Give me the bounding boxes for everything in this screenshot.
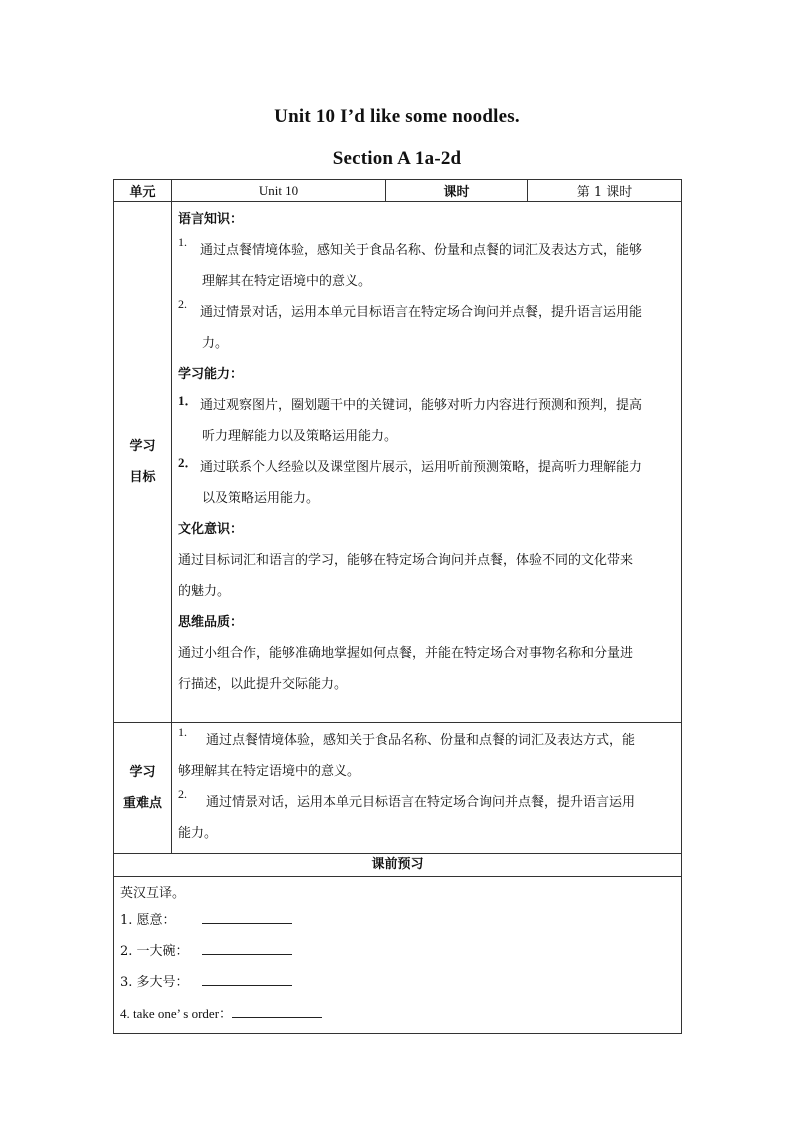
item-text-continued: 听力理解能力以及策略运用能力。 <box>202 429 398 444</box>
item-text-continued: 以及策略运用能力。 <box>202 491 320 506</box>
item-text-continued: 力。 <box>202 336 229 351</box>
item-text: 通过点餐情境体验，感知关于食品名称、份量和点餐的词汇及表达方式，能够 <box>200 243 643 258</box>
unit-label: 单元 <box>114 180 172 202</box>
key-points-label <box>114 723 172 854</box>
item-text-continued: 能力。 <box>178 826 218 841</box>
answer-blank[interactable] <box>202 971 292 986</box>
period-value: 第 1 课时 <box>528 180 682 202</box>
preview-heading-row <box>114 854 682 877</box>
preview-row <box>114 877 682 1034</box>
document-title: Unit 10 I’d like some noodles. <box>274 106 520 127</box>
key-points-content <box>172 723 682 854</box>
item-text: 通过观察图片，圈划题干中的关键词，能够对听力内容进行预测和预判，提高 <box>200 398 643 413</box>
item-number: 1． <box>178 393 198 408</box>
item-text: 通过情景对话，运用本单元目标语言在特定场合询问并点餐，提升语言运用能 <box>200 305 643 320</box>
header-row <box>114 180 682 202</box>
item-text: 通过联系个人经验以及课堂图片展示，运用听前预测策略，提高听力理解能力 <box>200 460 643 475</box>
preview-item <box>120 998 675 1029</box>
item-number: 2. <box>178 297 187 311</box>
objectives-label-line1: 学习 <box>129 439 156 454</box>
answer-blank[interactable] <box>232 1003 322 1018</box>
key-points-label-line1: 学习 <box>129 765 156 780</box>
cultural-awareness-text-continued: 的魅力。 <box>178 584 231 599</box>
preview-instruction: 英汉互译。 <box>120 886 186 901</box>
item-text: 通过情景对话，运用本单元目标语言在特定场合询问并点餐，提升语言运用 <box>206 795 636 810</box>
thinking-quality-heading: 思维品质： <box>178 615 244 630</box>
item-text-continued: 理解其在特定语境中的意义。 <box>202 274 372 289</box>
key-points-label-line2: 重难点 <box>122 796 162 811</box>
objectives-row <box>114 202 682 723</box>
cultural-awareness-text: 通过目标词汇和语言的学习，能够在特定场合询问并点餐，体验不同的文化带来 <box>178 553 634 568</box>
preview-prompt: 4. take one’ s order： <box>120 1006 233 1021</box>
preview-prompt: 3. 多大号： <box>120 975 189 990</box>
cultural-awareness-heading: 文化意识： <box>178 522 244 537</box>
learning-ability-heading: 学习能力： <box>178 367 244 382</box>
item-number: 1. <box>178 235 187 249</box>
unit-value: Unit 10 <box>172 180 386 202</box>
preview-heading: 课前预习 <box>114 854 682 877</box>
objectives-label-line2: 目标 <box>129 470 156 485</box>
lesson-plan-table <box>113 179 682 1034</box>
preview-content <box>114 877 682 1034</box>
item-number: 2. <box>178 787 187 801</box>
item-text: 通过点餐情境体验，感知关于食品名称、份量和点餐的词汇及表达方式，能 <box>206 733 636 748</box>
answer-blank[interactable] <box>202 909 292 924</box>
item-number: 2． <box>178 455 198 470</box>
language-knowledge-heading: 语言知识： <box>178 212 244 227</box>
preview-item <box>120 967 675 998</box>
preview-item <box>120 936 675 967</box>
answer-blank[interactable] <box>202 940 292 955</box>
preview-prompt: 2. 一大碗： <box>120 944 189 959</box>
list-item <box>178 297 675 328</box>
key-points-row <box>114 723 682 854</box>
thinking-quality-text: 通过小组合作，能够准确地掌握如何点餐，并能在特定场合对事物名称和分量进 <box>178 646 634 661</box>
item-number: 1. <box>178 725 187 739</box>
preview-item <box>120 905 675 936</box>
objectives-content <box>172 202 682 723</box>
item-text-continued: 够理解其在特定语境中的意义。 <box>178 764 361 779</box>
document-subtitle: Section A 1a-2d <box>332 148 462 169</box>
objectives-label <box>114 202 172 723</box>
list-item <box>178 725 675 756</box>
list-item <box>178 787 675 818</box>
list-item <box>178 390 675 421</box>
preview-prompt: 1. 愿意： <box>120 913 176 928</box>
list-item <box>178 235 675 266</box>
list-item <box>178 452 675 483</box>
thinking-quality-text-continued: 行描述，以此提升交际能力。 <box>178 677 348 692</box>
period-label: 课时 <box>386 180 528 202</box>
